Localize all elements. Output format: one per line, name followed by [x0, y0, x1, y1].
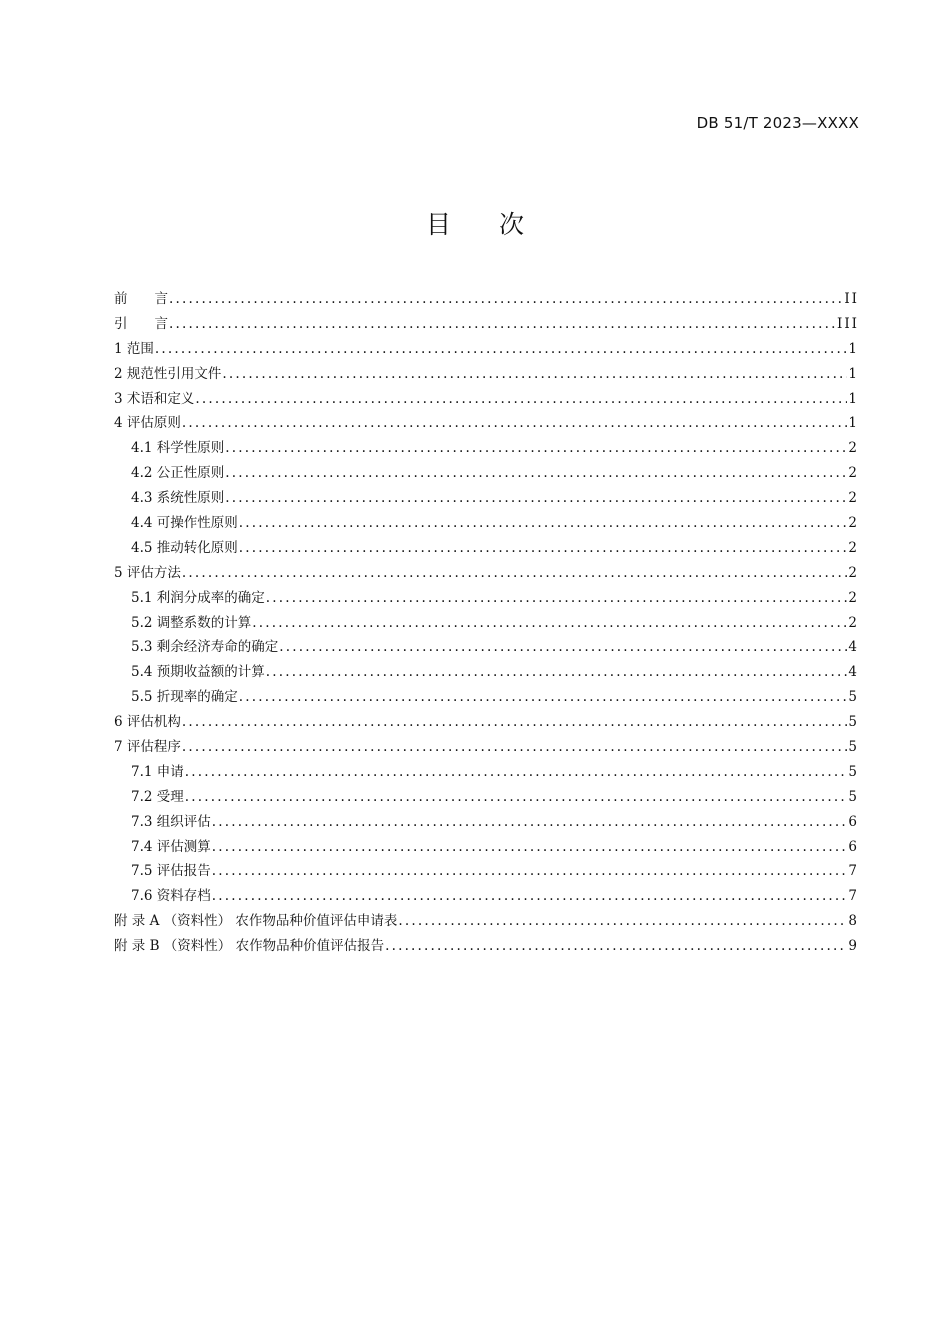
toc-entry[interactable]: [114, 785, 859, 810]
toc-dot-leader: [385, 934, 847, 959]
document-code: DB 51/T 2023—XXXX: [696, 114, 859, 132]
toc-entry-page-number: 1: [848, 390, 859, 407]
toc-entry-page-number: 6: [848, 813, 859, 830]
toc-entry-label: 前 言: [114, 291, 168, 307]
toc-dot-leader: [239, 536, 848, 561]
toc-entry-label: 7.6 资料存档: [131, 888, 211, 905]
toc-entry-page-number: 2: [848, 614, 859, 631]
toc-entry-label: 7.1 申请: [131, 763, 184, 780]
toc-entry-label: 4.1 科学性原则: [131, 440, 225, 457]
toc-dot-leader: [169, 287, 843, 312]
toc-dot-leader: [182, 710, 848, 735]
toc-dot-leader: [225, 486, 847, 511]
toc-dot-leader: [212, 884, 848, 909]
table-of-contents: [114, 287, 859, 959]
toc-entry[interactable]: [114, 835, 859, 860]
toc-dot-leader: [225, 436, 847, 461]
toc-entry-label: 1 范围: [114, 340, 154, 357]
toc-dot-leader: [252, 611, 847, 636]
toc-dot-leader: [212, 835, 848, 860]
toc-entry-label: 7.5 评估报告: [131, 863, 211, 880]
toc-entry-label: 5.2 调整系数的计算: [131, 614, 252, 631]
toc-entry-label: 5 评估方法: [114, 564, 181, 581]
toc-entry-label: 3 术语和定义: [114, 390, 195, 407]
toc-entry[interactable]: [114, 586, 859, 611]
toc-entry[interactable]: [114, 387, 859, 412]
toc-entry-label: 5.3 剩余经济寿命的确定: [131, 639, 279, 656]
toc-entry-page-number: 2: [848, 490, 859, 507]
toc-entry-page-number: 2: [848, 440, 859, 457]
toc-entry[interactable]: [114, 760, 859, 785]
toc-entry-page-number: 4: [848, 664, 859, 681]
page-title: 目 次: [426, 210, 544, 239]
toc-entry-page-number: 6: [848, 838, 859, 855]
toc-entry-page-number: 5: [848, 763, 859, 780]
toc-entry-page-number: 9: [848, 938, 859, 955]
toc-dot-leader: [169, 312, 836, 337]
toc-entry-page-number: 1: [848, 415, 859, 432]
toc-dot-leader: [239, 685, 848, 710]
toc-entry[interactable]: [114, 884, 859, 909]
toc-entry-label: 5.4 预期收益额的计算: [131, 664, 265, 681]
toc-entry-label: 4.5 推动转化原则: [131, 539, 238, 556]
toc-entry-label: 附 录 A （资料性） 农作物品种价值评估申请表: [114, 913, 398, 930]
toc-dot-leader: [225, 461, 847, 486]
toc-entry[interactable]: [114, 362, 859, 387]
toc-dot-leader: [185, 785, 848, 810]
toc-entry[interactable]: [114, 436, 859, 461]
toc-dot-leader: [266, 660, 848, 685]
toc-entry-page-number: 2: [848, 465, 859, 482]
toc-entry[interactable]: [114, 536, 859, 561]
toc-dot-leader: [182, 735, 848, 760]
toc-entry-label: 4.2 公正性原则: [131, 465, 225, 482]
toc-entry[interactable]: [114, 511, 859, 536]
toc-entry[interactable]: [114, 810, 859, 835]
toc-entry[interactable]: [114, 909, 859, 934]
toc-dot-leader: [212, 810, 848, 835]
toc-dot-leader: [182, 411, 848, 436]
toc-entry[interactable]: [114, 312, 859, 337]
toc-entry[interactable]: [114, 411, 859, 436]
toc-dot-leader: [239, 511, 848, 536]
toc-entry[interactable]: [114, 685, 859, 710]
toc-entry-page-number: 2: [848, 564, 859, 581]
toc-entry-label: 7.4 评估测算: [131, 838, 211, 855]
toc-dot-leader: [195, 387, 847, 412]
toc-entry[interactable]: [114, 635, 859, 660]
toc-entry[interactable]: [114, 337, 859, 362]
toc-entry-label: 4.4 可操作性原则: [131, 515, 238, 532]
toc-entry-label: 4.3 系统性原则: [131, 490, 225, 507]
toc-entry[interactable]: [114, 561, 859, 586]
toc-entry[interactable]: [114, 461, 859, 486]
toc-entry[interactable]: [114, 859, 859, 884]
toc-entry-page-number: 5: [848, 739, 859, 756]
toc-entry[interactable]: [114, 287, 859, 312]
toc-entry-label: 7.3 组织评估: [131, 813, 211, 830]
toc-entry-label: 7.2 受理: [131, 788, 184, 805]
toc-entry-page-number: III: [837, 315, 859, 332]
toc-entry-page-number: 5: [848, 689, 859, 706]
toc-entry-page-number: 2: [848, 589, 859, 606]
toc-entry-page-number: 2: [848, 515, 859, 532]
toc-entry[interactable]: [114, 486, 859, 511]
toc-entry-page-number: II: [844, 291, 859, 307]
toc-dot-leader: [266, 586, 848, 611]
toc-entry-page-number: 5: [848, 714, 859, 731]
toc-entry-page-number: 1: [848, 365, 859, 382]
toc-entry-label: 引 言: [114, 315, 168, 332]
toc-entry[interactable]: [114, 735, 859, 760]
toc-entry-page-number: 5: [848, 788, 859, 805]
toc-entry-page-number: 4: [848, 639, 859, 656]
toc-dot-leader: [212, 859, 848, 884]
toc-dot-leader: [279, 635, 847, 660]
toc-dot-leader: [398, 909, 847, 934]
toc-entry[interactable]: [114, 710, 859, 735]
toc-entry-label: 5.1 利润分成率的确定: [131, 589, 265, 606]
toc-entry-label: 附 录 B （资料性） 农作物品种价值评估报告: [114, 938, 385, 955]
toc-entry[interactable]: [114, 611, 859, 636]
toc-entry-label: 2 规范性引用文件: [114, 365, 222, 382]
toc-entry[interactable]: [114, 660, 859, 685]
toc-entry-page-number: 1: [848, 340, 859, 357]
toc-dot-leader: [185, 760, 848, 785]
toc-entry-label: 6 评估机构: [114, 714, 181, 731]
toc-entry-label: 5.5 折现率的确定: [131, 689, 238, 706]
toc-dot-leader: [182, 561, 848, 586]
toc-dot-leader: [222, 362, 847, 387]
toc-entry-page-number: 7: [848, 863, 859, 880]
toc-entry[interactable]: [114, 934, 859, 959]
toc-entry-page-number: 8: [848, 913, 859, 930]
toc-dot-leader: [155, 337, 848, 362]
toc-entry-label: 4 评估原则: [114, 415, 181, 432]
toc-entry-label: 7 评估程序: [114, 739, 181, 756]
toc-entry-page-number: 7: [848, 888, 859, 905]
toc-entry-page-number: 2: [848, 539, 859, 556]
